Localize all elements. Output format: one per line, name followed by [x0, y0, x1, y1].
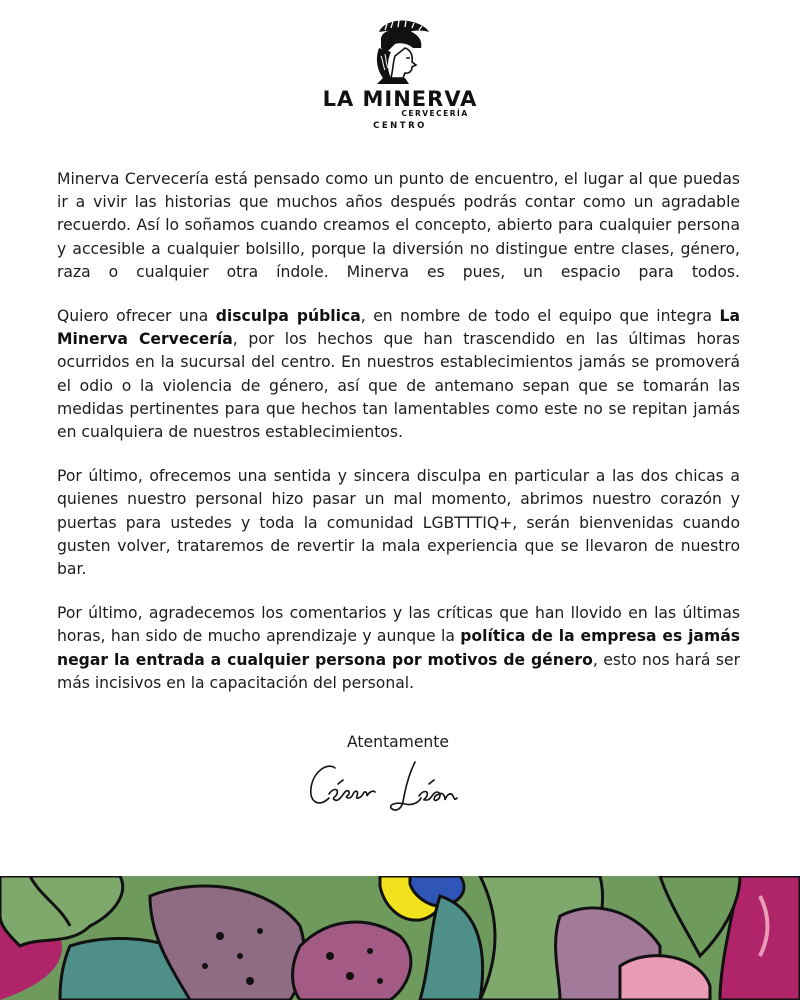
p2-text-3: , por los hechos que han trascendido en las últimas horas ocurridos en la sucursal del centro. En nuestros establecimientos jamás se promoverá el odio o la violencia de género, así que de antemano sepan que se tomarán las medidas pertinentes para que hechos tan lamentables como este no se repitan jamás en cualquiera de nuestros establecimientos.: [57, 330, 740, 442]
handwritten-signature: [305, 754, 495, 818]
warrior-helmet-icon: [365, 18, 435, 84]
brand-subtitle: CERVECERÍA: [401, 109, 469, 118]
brand-logo: [0, 18, 800, 131]
p4-text-2: , esto nos hará ser más incisivos en la capacitación del personal.: [57, 650, 741, 692]
p2-bold-2: La Minerva Cervecería: [57, 307, 741, 349]
p4-bold-1: política de la empresa es jamás negar la entrada a cualquier persona por motivos de género: [57, 627, 741, 669]
p2-text-2: , en nombre de todo el equipo que integra: [360, 307, 720, 326]
p2-text-1: Quiero ofrecer una: [57, 307, 216, 326]
paragraph-4: [57, 602, 740, 695]
p4-text-1: Por último, agradecemos los comentarios y las críticas que han llovido en las últimas horas, han sido de mucho aprendizaje y aunque la: [57, 604, 740, 646]
brand-name: LA MINERVA: [322, 87, 478, 111]
salutation: Atentamente: [346, 733, 450, 751]
letter-body: [57, 168, 740, 716]
decorative-art-band: [0, 876, 800, 1000]
p2-bold-1: disculpa pública: [215, 307, 361, 326]
brand-location: CENTRO: [373, 121, 427, 131]
paragraph-2: [57, 305, 740, 444]
paragraph-1: Minerva Cervecería está pensado como un punto de encuentro, el lugar al que puedas ir a vivir las historias que muchos años después podrás contar como un agradable recuerdo. Así lo soñamos cuando creamos el concepto, abierto para cualquier persona y accesible a cualquier bolsillo, porque la diversión no distingue entre clases, género, raza o cualquier otra índole. Minerva es pues, un espacio para todos.: [57, 170, 740, 281]
paragraph-3: Por último, ofrecemos una sentida y sincera disculpa en particular a las dos chicas a quienes nuestro personal hizo pasar un mal momento, abrimos nuestro corazón y puertas para ustedes y toda la comunidad LGBTTTIQ+, serán bienvenidas cuando gusten volver, trataremos de revertir la mala experiencia que se llevaron de nuestro bar.: [57, 467, 740, 579]
